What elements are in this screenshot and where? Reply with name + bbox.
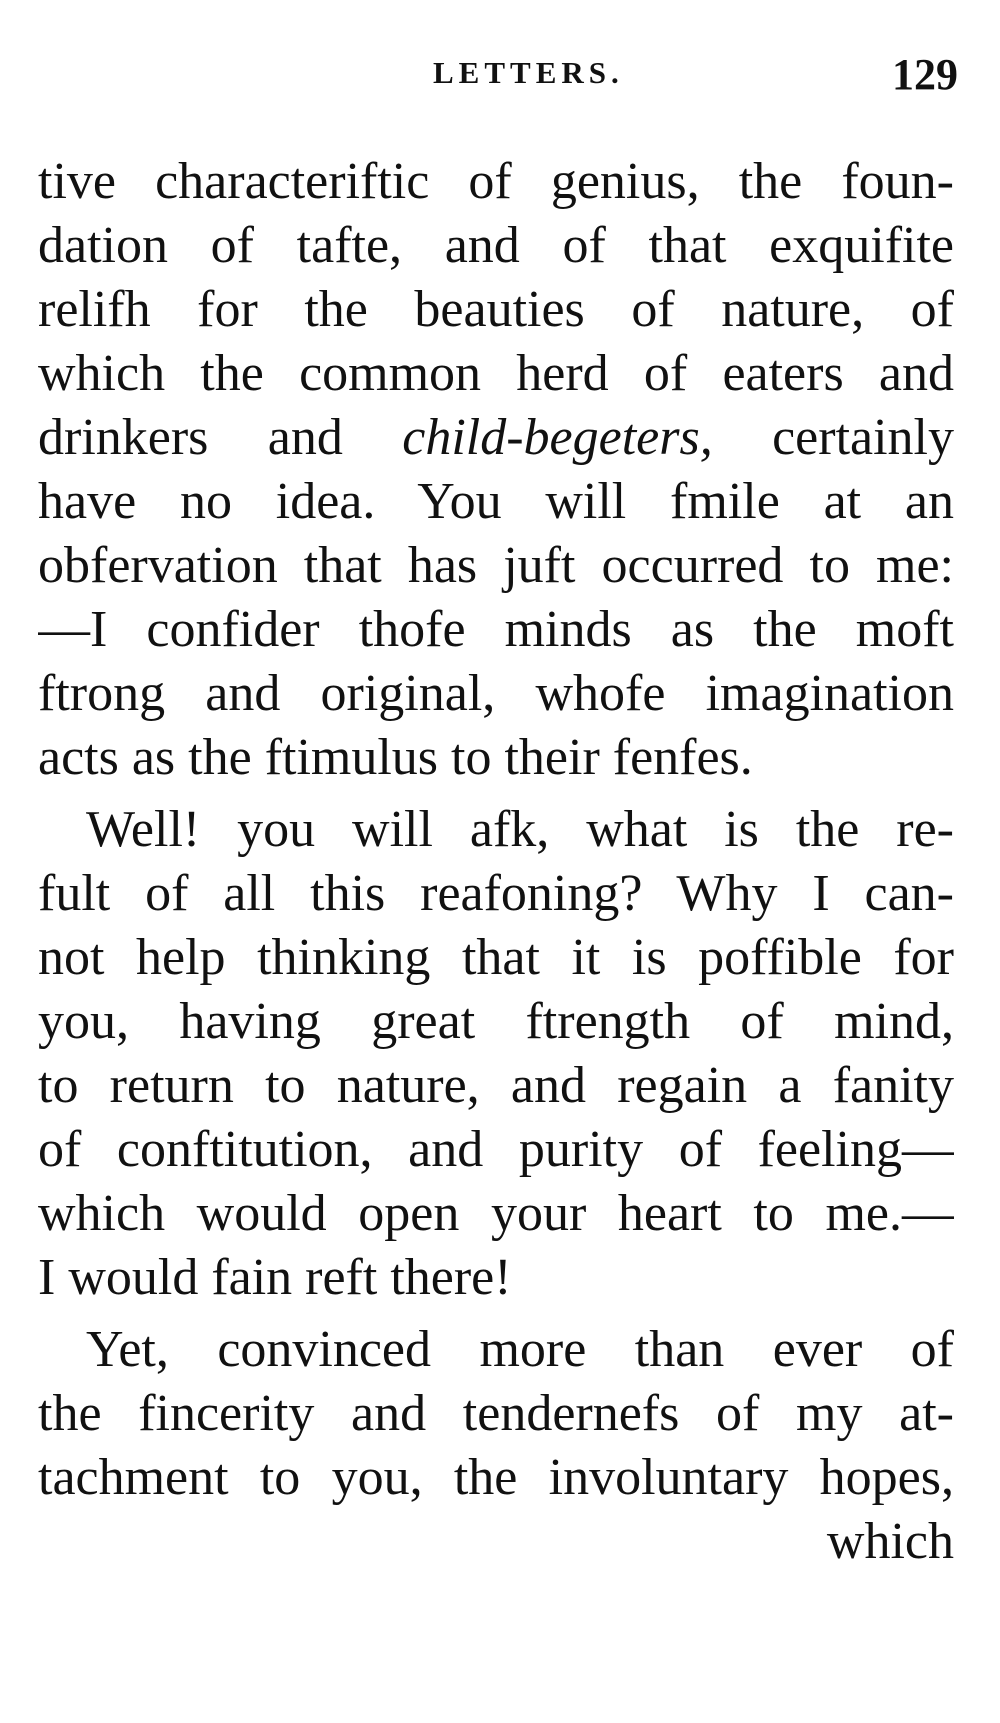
text-line: of conftitution, and purity of feeling—	[38, 1121, 954, 1178]
text-line: not help thinking that it is poffible for	[38, 929, 954, 986]
catchword: which	[826, 1513, 954, 1570]
text-line: have no idea. You will fmile at an	[38, 473, 954, 530]
text-line: drinkers and child-begeters, certainly	[38, 409, 954, 466]
body-text	[38, 150, 954, 1574]
paragraph-3	[38, 1318, 954, 1510]
running-title: LETTERS.	[433, 55, 624, 90]
text-line: fult of all this reafoning? Why I can-	[38, 865, 954, 922]
text-line: Yet, convinced more than ever of	[86, 1321, 954, 1378]
paragraph-1	[38, 150, 954, 790]
text-line: which the common herd of eaters and	[38, 345, 954, 402]
text-line: relifh for the beauties of nature, of	[38, 281, 954, 338]
text-line: ftrong and original, whofe imagination	[38, 665, 954, 722]
text-line: Well! you will afk, what is the re-	[86, 801, 954, 858]
paragraph-2	[38, 798, 954, 1310]
page-number: 129	[892, 50, 958, 99]
text-line: to return to nature, and regain a fanity	[38, 1057, 954, 1114]
text-line: which would open your heart to me.—	[38, 1185, 954, 1242]
text-line: acts as the ftimulus to their fenfes.	[38, 729, 753, 786]
italic-text: child-begeters,	[402, 409, 713, 466]
text-line: obfervation that has juft occurred to me:	[38, 537, 954, 594]
text-line: I would fain reft there!	[38, 1249, 512, 1306]
text-line: tachment to you, the involuntary hopes,	[38, 1449, 954, 1506]
text-line: you, having great ftrength of mind,	[38, 993, 954, 1050]
text-line: —I confider thofe minds as the moft	[38, 601, 954, 658]
text-line: the fincerity and tendernefs of my at-	[38, 1385, 954, 1442]
text-line: dation of tafte, and of that exquifite	[38, 217, 954, 274]
paragraph-gap	[38, 790, 954, 798]
paragraph-gap	[38, 1310, 954, 1318]
running-head	[38, 50, 958, 105]
text-line: tive characteriftic of genius, the foun-	[38, 153, 954, 210]
